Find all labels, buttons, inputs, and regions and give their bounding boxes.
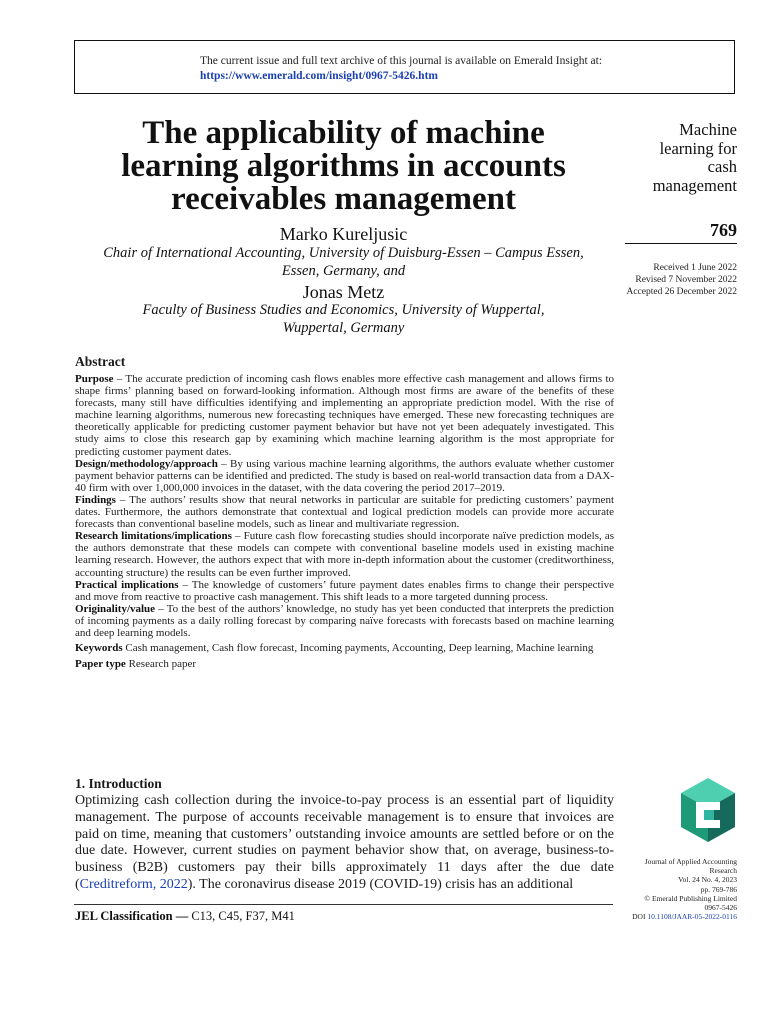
introduction-paragraph <box>75 793 614 894</box>
keywords <box>75 641 614 655</box>
paper-type-text: Research paper <box>125 658 197 671</box>
jel-classification <box>75 909 295 924</box>
section-label: Originality/value <box>75 602 156 615</box>
title-line: learning algorithms in accounts <box>121 148 566 184</box>
section-text: – To the best of the authors’ knowledge, no study has yet been conducted that interprets the prediction of incoming payments as a daily rolling forecast by comparing naïve forecasts with forecasts based on machine learning and deep learning models. <box>75 602 614 639</box>
abstract-purpose <box>75 373 614 458</box>
section-label: Practical implications <box>75 578 179 591</box>
section-label: Research limitations/implications <box>75 530 232 543</box>
abstract <box>75 354 614 671</box>
intro-text: ). The coronavirus disease 2019 (COVID-19) crisis has an additional <box>187 876 574 892</box>
author-name: Marko Kureljusic <box>279 224 408 244</box>
journal-pages: pp. 769-786 <box>700 884 737 894</box>
section-text: – The authors’ results show that neural networks in particular are suitable for predicting customers’ payment dates. Furthermore, the authors demonstrate that contextual and logical prediction models can provide more accurate forecasts than conventional baseline models, such as linear and multivariate regression. <box>75 493 614 531</box>
abstract-originality <box>75 603 614 639</box>
running-title-line: management <box>652 175 737 195</box>
introduction <box>75 776 614 894</box>
section-text: – By using various machine learning algorithms, the authors evaluate whether customer payment behavior patterns can be identified and predicted. The study is based on real-world transaction data from a DAX-40 firm with over 1,000,000 invoices in the dataset, with the data covering the period 2017–2019. <box>75 457 614 494</box>
section-label: Design/methodology/approach <box>75 457 218 470</box>
crossmark-logo-icon[interactable] <box>678 776 738 844</box>
jel-divider <box>74 904 613 905</box>
journal-archive-banner <box>74 40 735 94</box>
section-text: – The knowledge of customers’ future payment dates enables firms to change their perspective and move from reactive to proactive cash management. This shift leads to a more targeted dunning process. <box>75 578 615 603</box>
sidebar-divider <box>625 243 737 244</box>
section-label: Findings <box>75 493 116 506</box>
journal-publisher: © Emerald Publishing Limited <box>644 893 737 903</box>
abstract-findings <box>75 494 614 530</box>
journal-name: Journal of Applied Accounting <box>644 857 737 866</box>
journal-issn: 0967-5426 <box>704 903 737 913</box>
logo-c-inner <box>704 810 714 820</box>
abstract-design <box>75 458 614 494</box>
keywords-text: Cash management, Cash flow forecast, Incoming payments, Accounting, Deep learning, Machine learning <box>122 642 594 655</box>
page-number: 769 <box>710 220 737 240</box>
jel-label: JEL Classification — <box>75 909 189 923</box>
affiliation-line: Chair of International Accounting, University of Duisburg-Essen – Campus Essen, <box>103 245 584 261</box>
journal-name: Research <box>709 866 737 876</box>
keywords-label: Keywords <box>75 642 123 655</box>
journal-url-link[interactable]: https://www.emerald.com/insight/0967-5426.htm <box>200 70 438 82</box>
running-title-line: learning for <box>659 138 737 158</box>
journal-info <box>607 857 737 921</box>
publication-dates <box>577 262 737 298</box>
revised-date: Revised 7 November 2022 <box>635 275 737 285</box>
paper-type-label: Paper type <box>75 658 126 671</box>
introduction-heading: 1. Introduction <box>75 776 162 791</box>
affiliation-line: Essen, Germany, and <box>281 263 406 279</box>
doi-link[interactable]: 10.1108/JAAR-05-2022-0116 <box>647 912 737 922</box>
running-title-line: Machine <box>679 120 737 139</box>
affiliation-line: Faculty of Business Studies and Economics, University of Wuppertal, <box>142 302 545 318</box>
abstract-limitations <box>75 530 614 578</box>
affiliation-line: Wuppertal, Germany <box>282 320 405 336</box>
article-title <box>76 117 611 216</box>
banner-notice: The current issue and full text archive of this journal is available on Emerald Insight at: <box>200 55 603 67</box>
abstract-practical <box>75 579 614 603</box>
journal-volume: Vol. 24 No. 4, 2023 <box>678 875 737 885</box>
section-label: Purpose <box>75 373 114 385</box>
title-line: receivables management <box>171 181 516 217</box>
author-name: Jonas Metz <box>302 282 385 302</box>
intro-text: Optimizing cash collection during the invoice-to-pay process is an essential part of liquidity management. The purpose of accounts receivable management is to ensure that invoices are paid on time, meaning that customers’ outstanding invoice amounts are settled before or on the due date. However, current studies on payment behavior show that, on average, business-to-business (B2B) customers pay their bills approximately 11 days after the due date ( <box>75 793 614 892</box>
running-title-line: cash <box>707 157 737 176</box>
title-line: The applicability of machine <box>142 115 545 151</box>
author-affiliation <box>76 301 611 337</box>
banner-text <box>200 54 602 84</box>
doi-label: DOI <box>632 912 648 922</box>
running-title <box>607 121 737 195</box>
received-date: Received 1 June 2022 <box>653 263 737 273</box>
accepted-date: Accepted 26 December 2022 <box>626 287 737 297</box>
citation-link[interactable]: Creditreform, 2022 <box>79 876 188 892</box>
section-text: – Future cash flow forecasting studies should incorporate naïve prediction models, as the authors demonstrate that these models can compete with conventional baseline models used in existing machine learning research. However, the authors expect that with more in-depth information about the customer (creditworthiness, accounting structure) the results can be even further improved. <box>75 530 614 579</box>
abstract-heading: Abstract <box>75 354 126 369</box>
jel-codes: C13, C45, F37, M41 <box>188 909 295 923</box>
paper-type <box>75 657 614 671</box>
author-affiliation <box>76 244 611 280</box>
section-text: – The accurate prediction of incoming cash flows enables more effective cash management and allows firms to shape firms’ planning based on forward-looking information. Although most firms are aware of the benefits of these forecasts, many still have difficulties identifying and implementing an appropriate prediction model. With the rise of machine learning algorithms, numerous new forecasting techniques have emerged. These new forecasting techniques are theoretically applicable for predicting customer payment behavior but have not yet been adequately investigated. This study aims to close this research gap by examining which machine learning algorithm is the most appropriate for predicting customer payment dates. <box>75 373 614 458</box>
